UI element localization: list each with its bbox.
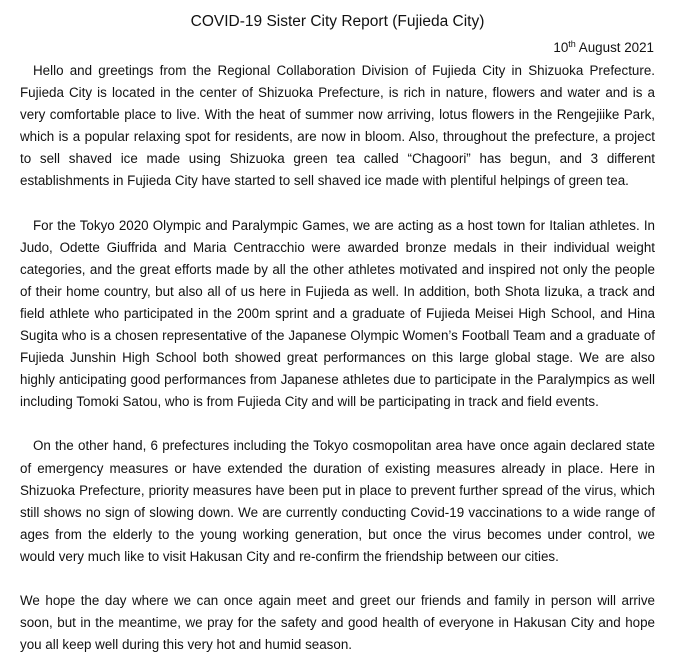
document-date <box>20 39 655 57</box>
paragraph-olympics: For the Tokyo 2020 Olympic and Paralympic Games, we are acting as a host town for Italian athletes. In Judo, Odette Giuffrida and Maria Centracchio were awarded bronze medals in their individual weight categories, and the great efforts made by all the other athletes motivated and inspired not only the people of their home country, but also all of us here in Fujieda as well. In addition, both Shota Iizuka, a track and field athlete who participated in the 200m sprint and a graduate of Fujieda Meisei High School, and Hina Sugita who is a chosen representative of the Japanese Olympic Women’s Football Team and a graduate of Fujieda Junshin High School both showed great performances on this large global stage. We are also highly anticipating good performances from Japanese athletes due to participate in the Paralympics as well including Tomoki Satou, who is from Fujieda City and will be participating in track and field events. <box>20 217 655 410</box>
paragraph-spacer <box>20 193 655 215</box>
paragraph-greeting: Hello and greetings from the Regional Collaboration Division of Fujieda City in Shizuoka Prefecture. Fujieda City is located in the center of Shizuoka Prefecture, is rich in nature, flowers and water and is a very comfortable place to live. With the heat of summer now arriving, lotus flowers in the Rengejiike Park, which is a popular relaxing spot for residents, are now in bloom. Also, throughout the prefecture, a project to sell shaved ice made using Shizuoka green tea called “Chagoori” has begun, and 3 different establishments in Fujieda City have started to sell shaved ice made with plentiful helpings of green tea. <box>20 63 655 189</box>
date-rest: August 2021 <box>575 40 654 55</box>
paragraph-covid-situation: On the other hand, 6 prefectures including the Tokyo cosmopolitan area have once again declared state of emergency measures or have extended the duration of existing measures already in place. Here in Shizuoka Prefecture, priority measures have been put in place to prevent further spread of the virus, which still shows no sign of slowing down. We are currently conducting Covid-19 vaccinations to a wide range of ages from the elderly to the young working generation, but once the virus becomes under control, we would very much like to visit Hakusan City and re-confirm the friendship between our cities. <box>20 438 655 564</box>
document-page <box>20 0 655 656</box>
date-day: 10 <box>553 40 569 55</box>
date-suffix: th <box>568 39 576 49</box>
document-title: COVID-19 Sister City Report (Fujieda City) <box>190 13 485 30</box>
paragraph-closing: We hope the day where we can once again meet and greet our friends and family in person will arrive soon, but in the meantime, we pray for the safety and good health of everyone in Hakusan City and hope you all keep well during this very hot and humid season. <box>20 592 655 653</box>
paragraph-spacer <box>20 413 655 435</box>
paragraph-spacer <box>20 568 655 590</box>
